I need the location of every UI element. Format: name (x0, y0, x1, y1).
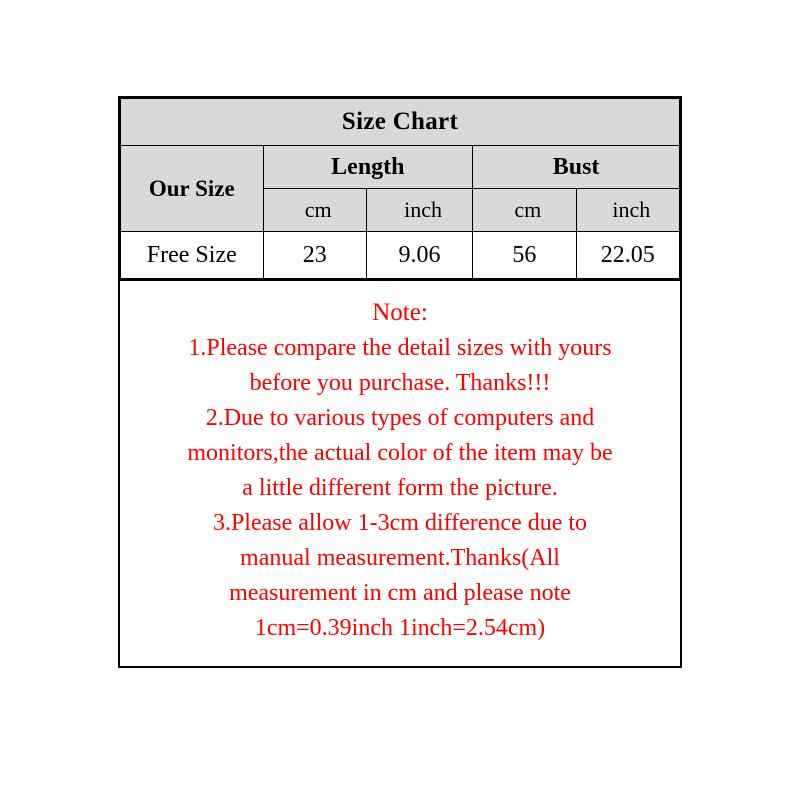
header-length-cm: cm (263, 189, 366, 232)
cell-bust-cm: 56 (473, 232, 576, 279)
note-line: measurement in cm and please note (229, 580, 571, 606)
note-line: 2.Due to various types of computers and (205, 405, 595, 431)
note-line: before you purchase. Thanks!!! (249, 370, 551, 396)
note-section (120, 279, 680, 666)
note-line: 1cm=0.39inch 1inch=2.54cm) (254, 615, 546, 641)
header-bust-inch: inch (576, 189, 679, 232)
cell-size-name: Free Size (121, 232, 264, 279)
cell-length-inch: 9.06 (366, 232, 472, 279)
note-line: a little different form the picture. (242, 475, 558, 501)
table-row-title (121, 99, 680, 146)
header-group-length: Length (263, 146, 473, 189)
header-bust-cm: cm (473, 189, 576, 232)
header-group-bust: Bust (473, 146, 680, 189)
note-line: 3.Please allow 1-3cm difference due to (212, 510, 588, 536)
header-our-size: Our Size (121, 146, 264, 232)
note-heading: Note: (372, 299, 428, 326)
table-row (121, 232, 680, 279)
table-title: Size Chart (121, 99, 680, 146)
note-line: 1.Please compare the detail sizes with yours (188, 335, 612, 361)
cell-bust-inch: 22.05 (576, 232, 679, 279)
note-line: monitors,the actual color of the item may be (187, 440, 613, 466)
header-length-inch: inch (366, 189, 472, 232)
cell-length-cm: 23 (263, 232, 366, 279)
size-table (120, 98, 680, 279)
table-row-group-headers (121, 146, 680, 189)
note-line: manual measurement.Thanks(All (240, 545, 560, 571)
size-chart-container (118, 96, 682, 668)
